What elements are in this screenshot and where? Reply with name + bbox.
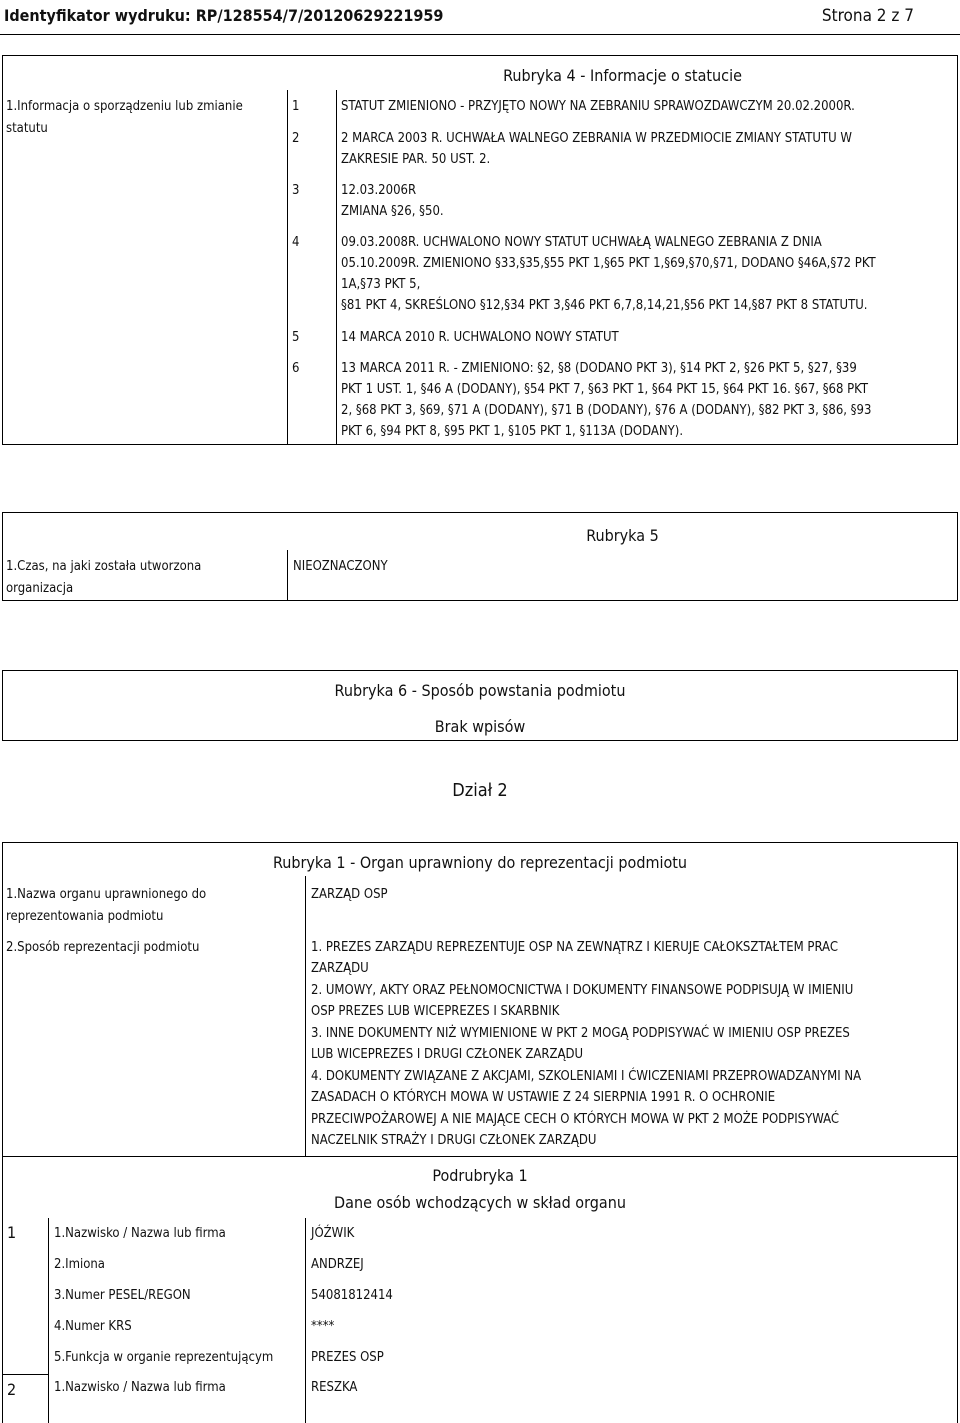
header-divider: [0, 34, 960, 35]
entry-2-line-1: 2 MARCA 2003 R. UCHWAŁA WALNEGO ZEBRANIA W PRZEDMIOCIE ZMIANY STATUTU W: [341, 131, 852, 146]
person-2-number: 2: [7, 1380, 17, 1399]
rubryka-6-empty: Brak wpisów: [434, 717, 526, 736]
entry-6-number: 6: [292, 361, 300, 376]
r4-label-divider: [287, 90, 288, 445]
entry-1-line-1: STATUT ZMIENIONO - PRZYJĘTO NOWY NA ZEBRANIU SPRAWOZDAWCZYM 20.02.2000R.: [341, 99, 855, 114]
r4-left-border: [2, 55, 3, 445]
person-1-surname-label: 1.Nazwisko / Nazwa lub firma: [54, 1226, 226, 1241]
r4-number-divider: [336, 90, 337, 445]
entry-3-line-1: 12.03.2006R: [341, 183, 417, 198]
rubryka-6-title: Rubryka 6 - Sposób powstania podmiotu: [334, 681, 626, 700]
method-line-4: OSP PREZES LUB WICEPREZES I SKARBNIK: [311, 1004, 560, 1019]
entry-6-line-3: 2, §68 PKT 3, §69, §71 A (DODANY), §71 B (DODANY), §76 A (DODANY), §82 PKT 3, §86, §93: [341, 403, 872, 418]
rubryka-4-label: 1.Informacja o sporządzeniu lub zmianie statutu: [6, 99, 243, 136]
podrubryka-1-subtitle: Dane osób wchodzących w skład organu: [334, 1193, 626, 1212]
method-line-2: ZARZĄDU: [311, 961, 369, 976]
person-1-pesel-value: 54081812414: [311, 1288, 393, 1303]
entry-3-number: 3: [292, 183, 300, 198]
entry-4-number: 4: [292, 235, 300, 250]
page-number: Strona 2 z 7: [821, 6, 914, 26]
entry-4-line-3: 1A,§73 PKT 5,: [341, 277, 421, 292]
person-1-surname-value: JÓŹWIK: [311, 1226, 355, 1241]
person-1-number: 1: [7, 1223, 17, 1242]
rubryka-1-title: Rubryka 1 - Organ uprawniony do reprezentacji podmiotu: [272, 853, 688, 872]
organ-name-label: 1.Nazwa organu uprawnionego do reprezentowania podmiotu: [6, 887, 207, 924]
entry-4-line-1: 09.03.2008R. UCHWALONO NOWY STATUT UCHWAŁĄ WALNEGO ZEBRANIA Z DNIA: [341, 235, 822, 250]
person-1-names-label: 2.Imiona: [54, 1257, 105, 1272]
person-1-pesel-label: 3.Numer PESEL/REGON: [54, 1288, 191, 1303]
r4-top-border: [2, 55, 958, 56]
person-1-function-value: PREZES OSP: [311, 1350, 384, 1365]
method-line-5: 3. INNE DOKUMENTY NIŻ WYMIENIONE W PKT 2 MOGĄ PODPISYWAĆ W IMIENIU OSP PREZES: [311, 1026, 850, 1041]
entry-6-line-1: 13 MARCA 2011 R. - ZMIENIONO: §2, §8 (DODANO PKT 3), §14 PKT 2, §26 PKT 5, §27, §39: [341, 361, 857, 376]
entry-2-number: 2: [292, 131, 300, 146]
method-line-10: NACZELNIK STRAŻY I DRUGI CZŁONEK ZARZĄDU: [311, 1133, 597, 1148]
entry-4-line-2: 05.10.2009R. ZMIENIONO §33,§35,§55 PKT 1,§65 PKT 1,§69,§70,§71, DODANO §46A,§72 PKT: [341, 256, 876, 271]
person-1-krs-value: ****: [311, 1319, 335, 1334]
person-2-surname-label: 1.Nazwisko / Nazwa lub firma: [54, 1380, 226, 1395]
method-line-7: 4. DOKUMENTY ZWIĄZANE Z AKCJAMI, SZKOLENIAMI I ĆWICZENIAMI PRZEPROWADZANYMI NA: [311, 1069, 862, 1084]
organ-name-value: ZARZĄD OSP: [311, 887, 388, 902]
method-line-9: PRZECIWPOŻAROWEJ A NIE MAJĄCE CECH O KTÓRYCH MOWA W PKT 2 MOŻE PODPISYWAĆ: [311, 1112, 840, 1127]
method-line-1: 1. PREZES ZARZĄDU REPREZENTUJE OSP NA ZEWNĄTRZ I KIERUJE CAŁOKSZTAŁTEM PRAC: [311, 940, 838, 955]
entry-6-line-2: PKT 1 UST. 1, §46 A (DODANY), §54 PKT 7, §63 PKT 1, §64 PKT 15, §64 PKT 16. §67, §68 PKT: [341, 382, 868, 397]
r4-right-border: [957, 55, 958, 445]
person-1-names-value: ANDRZEJ: [311, 1257, 364, 1272]
person-1-krs-label: 4.Numer KRS: [54, 1319, 132, 1334]
rubryka-5-title: Rubryka 5: [586, 526, 659, 545]
method-line-6: LUB WICEPREZES I DRUGI CZŁONEK ZARZĄDU: [311, 1047, 584, 1062]
method-line-8: ZASADACH O KTÓRYCH MOWA W USTAWIE Z 24 SIERPNIA 1991 R. O OCHRONIE: [311, 1090, 776, 1105]
entry-3-line-2: ZMIANA §26, §50.: [341, 204, 444, 219]
entry-4-line-4: §81 PKT 4, SKREŚLONO §12,§34 PKT 3,§46 PKT 6,7,8,14,21,§56 PKT 14,§87 PKT 8 STATUTU.: [341, 298, 868, 313]
method-line-3: 2. UMOWY, AKTY ORAZ PEŁNOMOCNICTWA I DOKUMENTY FINANSOWE PODPISUJĄ W IMIENIU: [311, 983, 854, 998]
entry-6-line-4: PKT 6, §94 PKT 8, §95 PKT 1, §105 PKT 1, §113A (DODANY).: [341, 424, 684, 439]
r4-bottom-border: [2, 444, 958, 445]
print-header: [0, 0, 960, 35]
representation-method-label: 2.Sposób reprezentacji podmiotu: [6, 940, 200, 955]
podrubryka-1-title: Podrubryka 1: [432, 1166, 528, 1185]
dzial-2-title: Dział 2: [452, 780, 508, 801]
entry-5-line-1: 14 MARCA 2010 R. UCHWALONO NOWY STATUT: [341, 330, 619, 345]
entry-1-number: 1: [292, 99, 300, 114]
rubryka-4-title: Rubryka 4 - Informacje o statucie: [503, 66, 742, 85]
person-2-surname-value: RESZKA: [311, 1380, 358, 1395]
rubryka-5-value: NIEOZNACZONY: [293, 559, 388, 574]
entry-2-line-2: ZAKRESIE PAR. 50 UST. 2.: [341, 152, 491, 167]
rubryka-5-label: 1.Czas, na jaki została utworzona organizacja: [6, 559, 202, 596]
entry-5-number: 5: [292, 330, 300, 345]
person-1-function-label: 5.Funkcja w organie reprezentującym: [54, 1350, 274, 1365]
print-identifier: Identyfikator wydruku: RP/128554/7/20120629221959: [4, 6, 444, 25]
